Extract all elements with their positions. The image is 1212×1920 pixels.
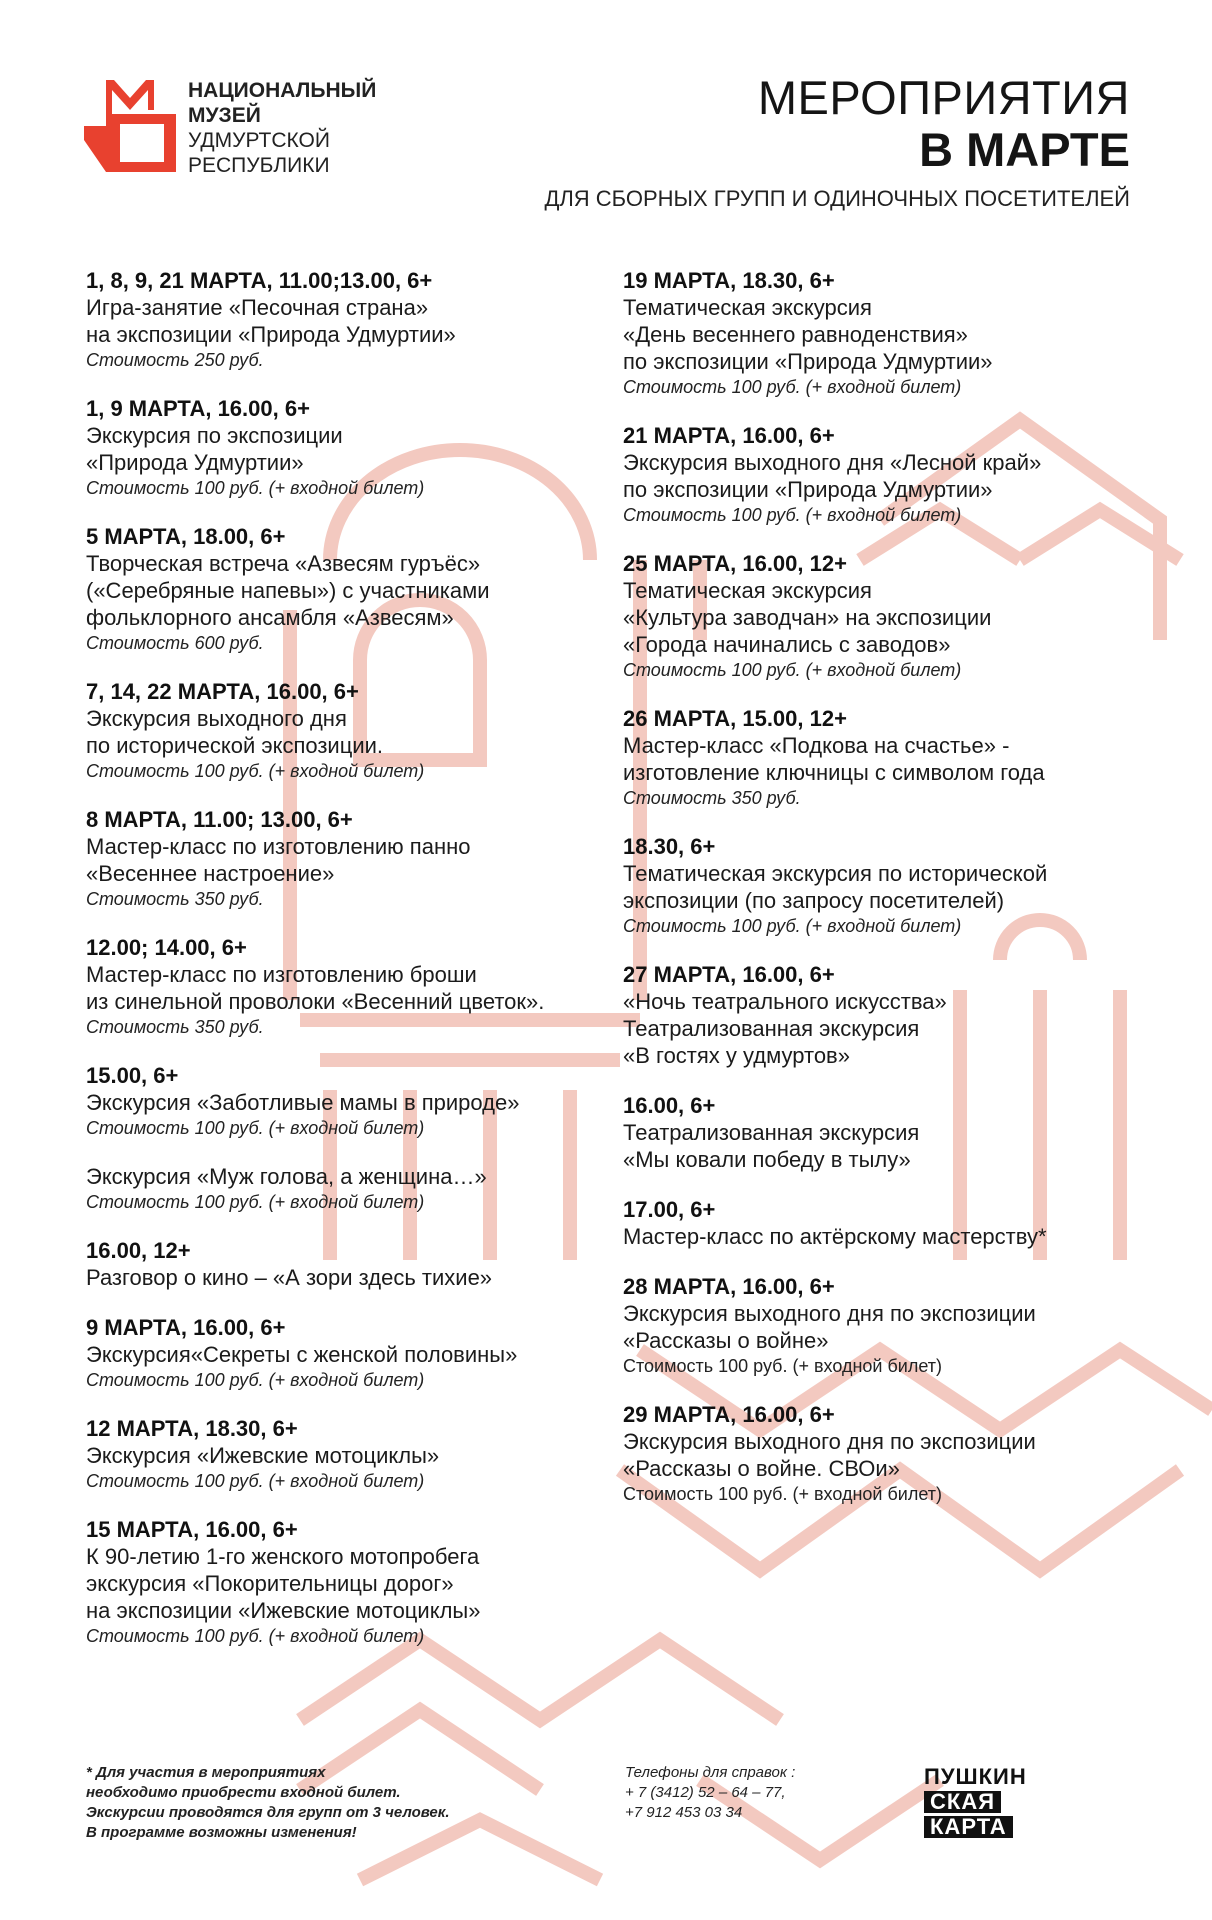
- footnote-line: * Для участия в мероприятиях: [86, 1764, 326, 1781]
- event-item: [623, 833, 1143, 938]
- event-description: из синельной проволоки «Весенний цветок».: [86, 989, 545, 1014]
- event-price: Стоимость 350 руб.: [623, 788, 801, 808]
- event-item: [86, 1062, 606, 1140]
- footnote-line: необходимо приобрести входной билет.: [86, 1784, 401, 1801]
- event-description: Мастер-класс по актёрскому мастерству*: [623, 1224, 1047, 1249]
- event-item: [86, 1237, 606, 1291]
- event-description: Экскурсия «Заботливые мамы в природе»: [86, 1090, 520, 1115]
- event-price: Стоимость 100 руб. (+ входной билет): [623, 1484, 942, 1504]
- event-price: Стоимость 100 руб. (+ входной билет): [86, 1192, 425, 1212]
- event-item: [623, 1401, 1143, 1506]
- event-date-time: 12.00; 14.00, 6+: [86, 935, 247, 960]
- footnote-line: В программе возможны изменения!: [86, 1824, 357, 1841]
- phones-label: Телефоны для справок :: [625, 1764, 796, 1781]
- event-price: Стоимость 100 руб. (+ входной билет): [623, 505, 962, 525]
- page-title: [758, 72, 1130, 176]
- event-description: Театрализованная экскурсия: [623, 1120, 920, 1145]
- event-description: «Культура заводчан» на экспозиции: [623, 605, 992, 630]
- event-price: Стоимость 100 руб. (+ входной билет): [623, 377, 962, 397]
- event-description: по экспозиции «Природа Удмуртии»: [623, 477, 993, 502]
- event-description: на экспозиции «Ижевские мотоциклы»: [86, 1598, 481, 1623]
- event-description: Экскурсия выходного дня «Лесной край»: [623, 450, 1042, 475]
- event-date-time: 1, 9 МАРТА, 16.00, 6+: [86, 396, 310, 421]
- event-item: [623, 1196, 1143, 1250]
- event-price: Стоимость 250 руб.: [86, 350, 264, 370]
- event-date-time: 17.00, 6+: [623, 1197, 716, 1222]
- event-item: [86, 806, 606, 911]
- event-date-time: 16.00, 12+: [86, 1238, 191, 1263]
- event-description: изготовление ключницы с символом года: [623, 760, 1045, 785]
- title-line-2: В МАРТЕ: [919, 123, 1130, 176]
- museum-name-line: УДМУРТСКОЙ: [188, 129, 330, 152]
- event-date-time: 9 МАРТА, 16.00, 6+: [86, 1315, 286, 1340]
- event-item: [86, 1314, 606, 1392]
- event-item: [86, 1516, 606, 1648]
- museum-logo-icon: [84, 80, 176, 172]
- event-description: Разговор о кино – «А зори здесь тихие»: [86, 1265, 493, 1290]
- event-description: «Города начинались с заводов»: [623, 632, 951, 657]
- event-description: Тематическая экскурсия: [623, 578, 872, 603]
- event-date-time: 26 МАРТА, 15.00, 12+: [623, 706, 847, 731]
- event-item: [86, 1415, 606, 1493]
- footnote-line: Экскурсии проводятся для групп от 3 человек.: [86, 1804, 450, 1821]
- event-description: Мастер-класс по изготовлению панно: [86, 834, 471, 859]
- event-description: К 90-летию 1-го женского мотопробега: [86, 1544, 480, 1569]
- event-description: экскурсия «Покорительницы дорог»: [86, 1571, 454, 1596]
- event-description: Творческая встреча «Азвесям гуръёс»: [86, 551, 481, 576]
- card-logo-line: СКАЯ: [924, 1791, 1001, 1813]
- event-item: [623, 961, 1143, 1069]
- event-date-time: 8 МАРТА, 11.00; 13.00, 6+: [86, 807, 353, 832]
- event-description: «Природа Удмуртии»: [86, 450, 304, 475]
- events-column-left: [86, 267, 606, 1671]
- museum-name: [188, 78, 376, 178]
- event-description: Тематическая экскурсия: [623, 295, 872, 320]
- event-description: «Ночь театрального искусства»: [623, 989, 947, 1014]
- event-description: «Рассказы о войне»: [623, 1328, 829, 1353]
- event-price: Стоимость 600 руб.: [86, 633, 264, 653]
- event-description: фольклорного ансамбля «Азвесям»: [86, 605, 454, 630]
- event-item: [86, 523, 606, 655]
- event-item: [623, 422, 1143, 527]
- event-price: Стоимость 100 руб. (+ входной билет): [623, 660, 962, 680]
- event-item: [86, 1163, 606, 1214]
- event-date-time: 7, 14, 22 МАРТА, 16.00, 6+: [86, 679, 359, 704]
- event-item: [623, 1092, 1143, 1173]
- event-price: Стоимость 100 руб. (+ входной билет): [623, 1356, 942, 1376]
- event-price: Стоимость 100 руб. (+ входной билет): [86, 1118, 425, 1138]
- museum-name-line: РЕСПУБЛИКИ: [188, 154, 330, 177]
- event-date-time: 25 МАРТА, 16.00, 12+: [623, 551, 847, 576]
- event-description: на экспозиции «Природа Удмуртии»: [86, 322, 456, 347]
- event-description: Экскурсия выходного дня по экспозиции: [623, 1429, 1036, 1454]
- footnote: [86, 1763, 450, 1843]
- event-description: «Мы ковали победу в тылу»: [623, 1147, 911, 1172]
- event-price: Стоимость 100 руб. (+ входной билет): [86, 761, 425, 781]
- event-description: Мастер-класс «Подкова на счастье» -: [623, 733, 1010, 758]
- page-subtitle: ДЛЯ СБОРНЫХ ГРУПП И ОДИНОЧНЫХ ПОСЕТИТЕЛЕЙ: [544, 186, 1130, 211]
- event-description: Игра-занятие «Песочная страна»: [86, 295, 429, 320]
- event-date-time: 12 МАРТА, 18.30, 6+: [86, 1416, 298, 1441]
- event-description: по исторической экспозиции.: [86, 733, 384, 758]
- event-item: [623, 550, 1143, 682]
- contact-phones: [625, 1763, 795, 1823]
- event-date-time: 15.00, 6+: [86, 1063, 179, 1088]
- event-date-time: 29 МАРТА, 16.00, 6+: [623, 1402, 835, 1427]
- event-price: Стоимость 100 руб. (+ входной билет): [86, 1471, 425, 1491]
- event-date-time: 5 МАРТА, 18.00, 6+: [86, 524, 286, 549]
- event-date-time: 27 МАРТА, 16.00, 6+: [623, 962, 835, 987]
- event-description: Экскурсия«Секреты с женской половины»: [86, 1342, 518, 1367]
- phone-number: +7 912 453 03 34: [625, 1804, 743, 1821]
- event-description: Театрализованная экскурсия: [623, 1016, 920, 1041]
- event-item: [86, 267, 606, 372]
- event-description: Экскурсия «Ижевские мотоциклы»: [86, 1443, 440, 1468]
- event-description: Экскурсия «Муж голова, а женщина…»: [86, 1164, 487, 1189]
- event-date-time: 19 МАРТА, 18.30, 6+: [623, 268, 835, 293]
- event-description: «День весеннего равноденствия»: [623, 322, 968, 347]
- event-item: [86, 934, 606, 1039]
- event-date-time: 15 МАРТА, 16.00, 6+: [86, 1517, 298, 1542]
- title-line-1: МЕРОПРИЯТИЯ: [757, 71, 1130, 124]
- event-price: Стоимость 100 руб. (+ входной билет): [86, 1370, 425, 1390]
- event-item: [623, 267, 1143, 399]
- event-description: Мастер-класс по изготовлению броши: [86, 962, 477, 987]
- card-logo-line: КАРТА: [924, 1816, 1013, 1838]
- event-description: «Весеннее настроение»: [86, 861, 335, 886]
- event-item: [86, 678, 606, 783]
- event-item: [86, 395, 606, 500]
- event-description: Экскурсия выходного дня по экспозиции: [623, 1301, 1036, 1326]
- pushkin-card-logo: [924, 1766, 1130, 1840]
- event-date-time: 28 МАРТА, 16.00, 6+: [623, 1274, 835, 1299]
- event-description: по экспозиции «Природа Удмуртии»: [623, 349, 993, 374]
- event-date-time: 21 МАРТА, 16.00, 6+: [623, 423, 835, 448]
- event-price: Стоимость 100 руб. (+ входной билет): [623, 916, 962, 936]
- event-description: («Серебряные напевы») с участниками: [86, 578, 490, 603]
- event-description: «Рассказы о войне. СВОи»: [623, 1456, 900, 1481]
- card-logo-line: ПУШКИН: [924, 1764, 1027, 1789]
- event-description: экспозиции (по запросу посетителей): [623, 888, 1005, 913]
- events-column-right: [623, 267, 1143, 1529]
- event-item: [623, 705, 1143, 810]
- event-item: [623, 1273, 1143, 1378]
- event-description: Экскурсия по экспозиции: [86, 423, 343, 448]
- event-date-time: 1, 8, 9, 21 МАРТА, 11.00;13.00, 6+: [86, 268, 433, 293]
- event-price: Стоимость 100 руб. (+ входной билет): [86, 478, 425, 498]
- event-description: Экскурсия выходного дня: [86, 706, 347, 731]
- event-price: Стоимость 100 руб. (+ входной билет): [86, 1626, 425, 1646]
- event-description: Тематическая экскурсия по исторической: [623, 861, 1048, 886]
- event-date-time: 18.30, 6+: [623, 834, 716, 859]
- event-price: Стоимость 350 руб.: [86, 889, 264, 909]
- event-date-time: 16.00, 6+: [623, 1093, 716, 1118]
- museum-name-line: МУЗЕЙ: [188, 104, 261, 127]
- event-price: Стоимость 350 руб.: [86, 1017, 264, 1037]
- museum-name-line: НАЦИОНАЛЬНЫЙ: [188, 79, 377, 102]
- phone-number: + 7 (3412) 52 – 64 – 77,: [625, 1784, 786, 1801]
- event-description: «В гостях у удмуртов»: [623, 1043, 850, 1068]
